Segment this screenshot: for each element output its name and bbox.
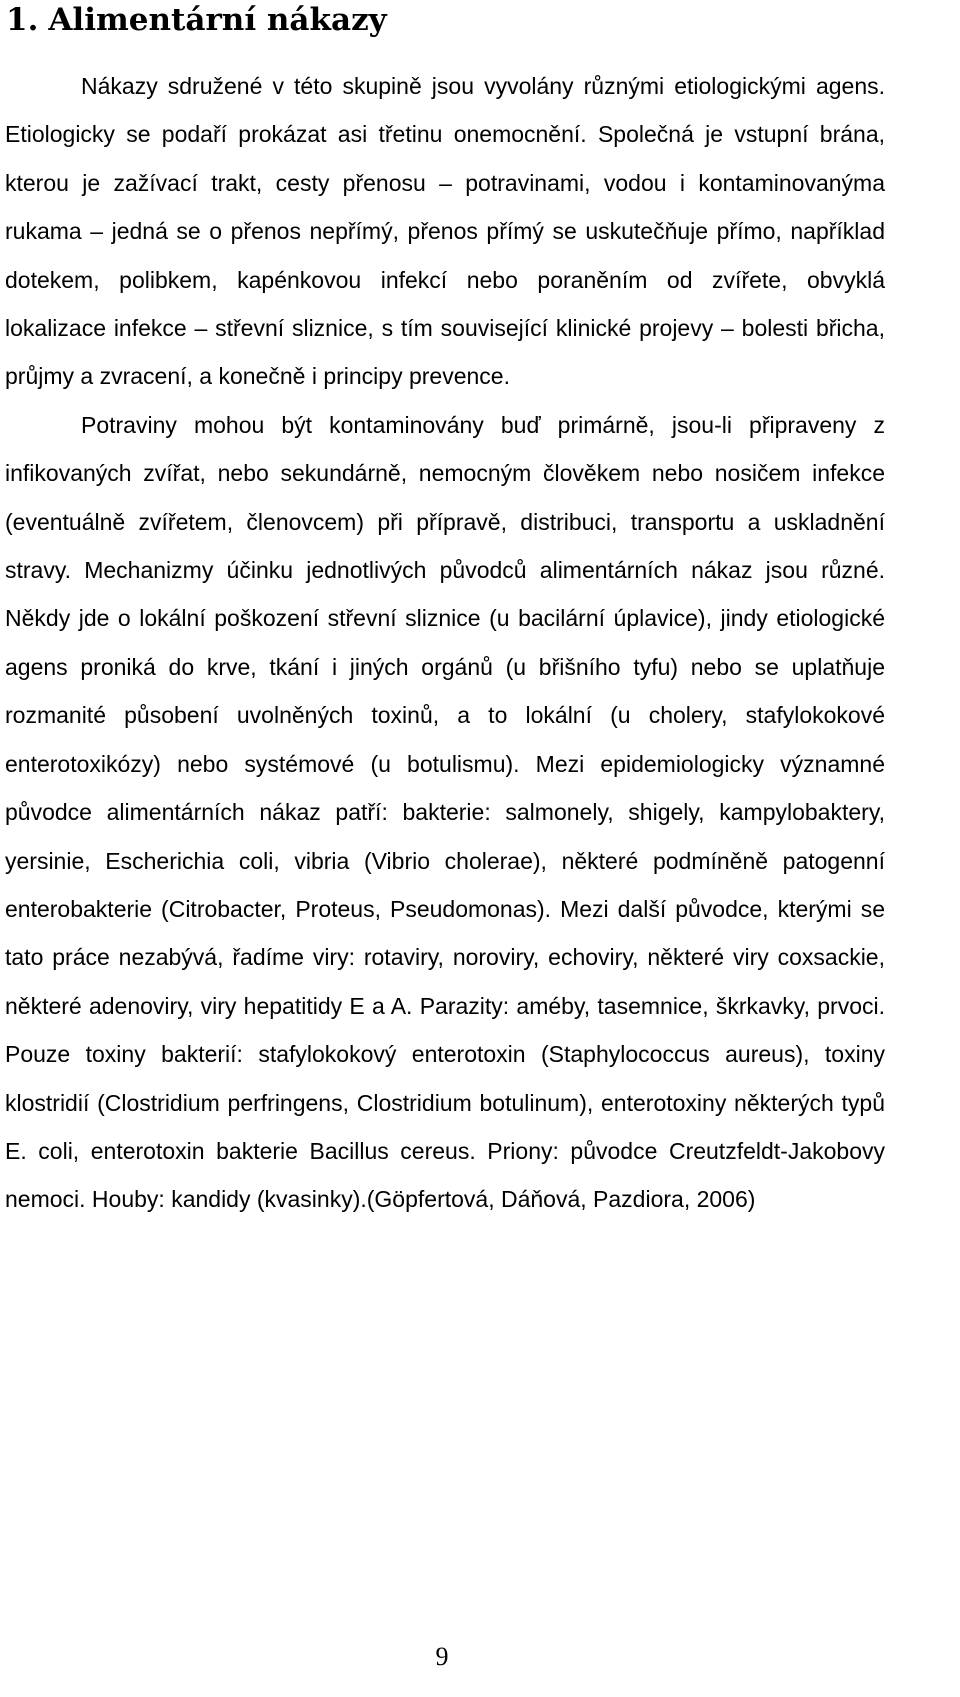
heading-number: 1.: [6, 2, 39, 38]
paragraph-intro: Nákazy sdružené v této skupině jsou vyvolány různými etiologickými agens. Etiologicky se podaří prokázat asi třetinu onemocnění. Společná je vstupní brána, kterou je zažívací trakt, cesty přenosu – potravinami, vodou i kontaminovanýma rukama – jedná se o přenos nepřímý, přenos přímý se uskutečňuje přímo, například dotekem, polibkem, kapénkovou infekcí nebo poraněním od zvířete, obvyklá lokalizace infekce – střevní sliznice, s tím související klinické projevy – bolesti břicha, průjmy a zvracení, a konečně i principy prevence.: [5, 73, 885, 390]
paragraph-main: Potraviny mohou být kontaminovány buď primárně, jsou-li připraveny z infikovaných zvířat, nebo sekundárně, nemocným člověkem nebo nosičem infekce (eventuálně zvířetem, členovcem) při přípravě, distribuci, transportu a uskladnění stravy. Mechanizmy účinku jednotlivých původců alimentárních nákaz jsou různé. Někdy jde o lokální poškození střevní sliznice (u bacilární úplavice), jindy etiologické agens proniká do krve, tkání i jiných orgánů (u břišního tyfu) nebo se uplatňuje rozmanité působení uvolněných toxinů, a to lokální (u cholery, stafylokokové enterotoxikózy) nebo systémové (u botulismu). Mezi epidemiologicky významné původce alimentárních nákaz patří: bakterie: salmonely, shigely, kampylobaktery, yersinie, Escherichia coli, vibria (Vibrio cholerae), některé podmíněně patogenní enterobakterie (Citrobacter, Proteus, Pseudomonas). Mezi další původce, kterými se tato práce nezabývá, řadíme viry: rotaviry, noroviry, echoviry, některé viry coxsackie, některé adenoviry, viry hepatitidy E a A. Parazity: améby, tasemnice, škrkavky, prvoci. Pouze toxiny bakterií: stafylokokový enterotoxin (Staphylococcus aureus), toxiny klostridií (Clostridium perfringens, Clostridium botulinum), enterotoxiny některých typů E. coli, enterotoxin bakterie Bacillus cereus. Priony: původce Creutzfeldt-Jakobovy nemoci. Houby: kandidy (kvasinky).(Göpfertová, Dáňová, Pazdiora, 2006): [5, 411, 885, 1213]
section-heading: [6, 2, 387, 38]
body-text: [5, 62, 885, 1224]
heading-title: Alimentární nákazy: [48, 2, 387, 38]
page-number: 9: [435, 1642, 449, 1671]
